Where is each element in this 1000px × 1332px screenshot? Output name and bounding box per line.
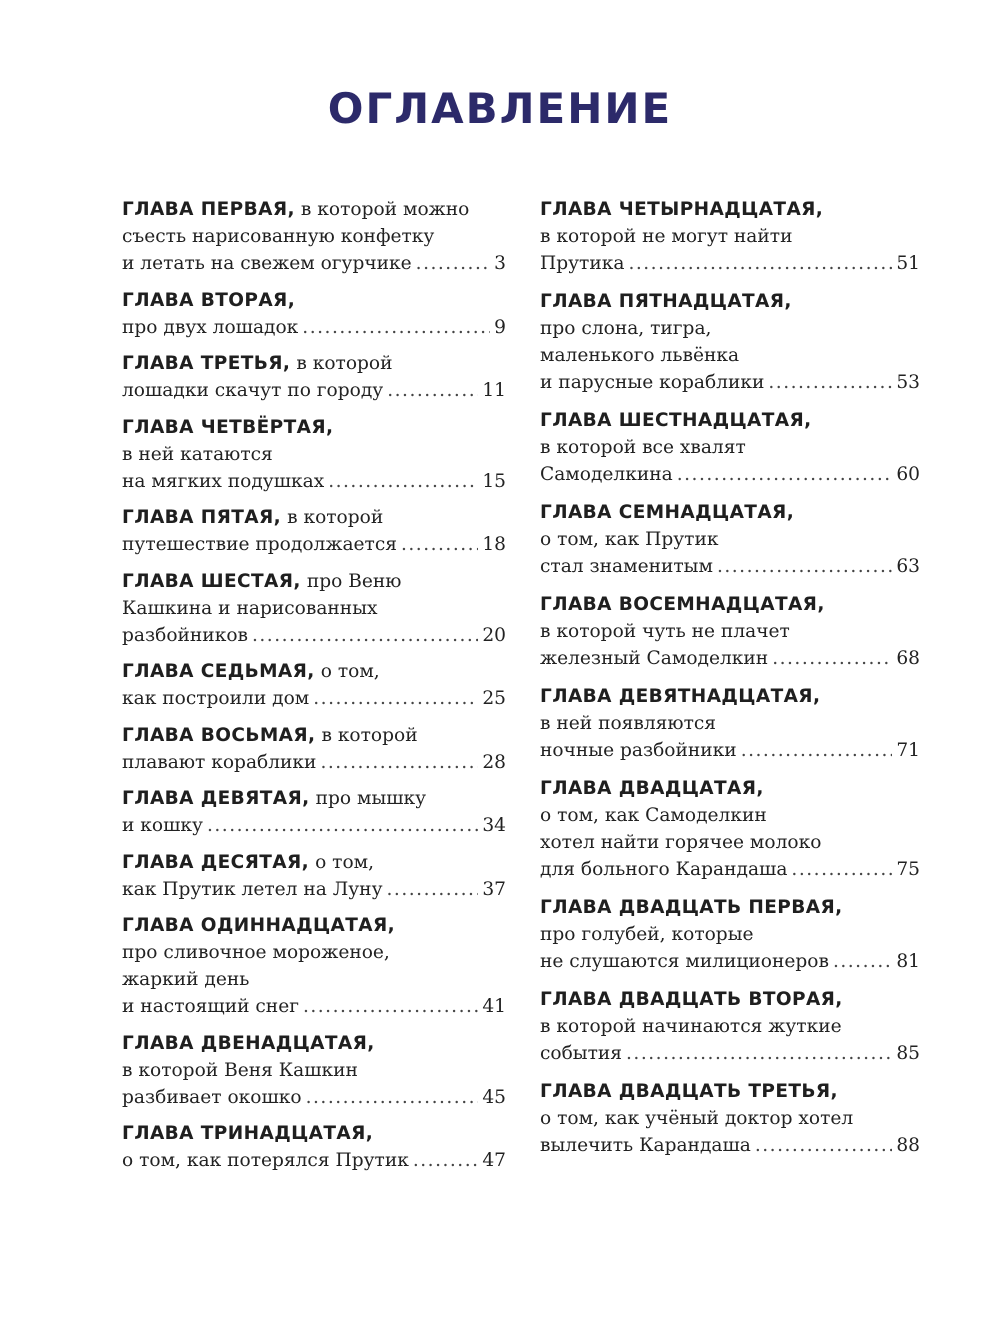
toc-entry[interactable] <box>122 350 506 404</box>
dot-leader <box>306 1084 479 1111</box>
chapter-subtitle-text: лошадки скачут по городу <box>122 380 384 401</box>
toc-text-line <box>540 1013 920 1040</box>
chapter-subtitle-text: в которой все хвалят <box>540 437 746 458</box>
toc-heading-line <box>540 499 920 526</box>
toc-last-line <box>540 250 920 277</box>
toc-heading-line <box>122 196 506 223</box>
chapter-subtitle-text: как Прутик летел на Луну <box>122 878 383 900</box>
page-number: 53 <box>896 372 920 393</box>
toc-last-line <box>122 531 506 558</box>
toc-entry[interactable] <box>540 775 920 883</box>
chapter-subtitle-text: и парусные кораблики <box>540 372 765 393</box>
toc-heading-line <box>122 912 506 939</box>
chapter-title: ГЛАВА СЕДЬМАЯ, <box>122 661 315 682</box>
chapter-subtitle-text: о том, как Прутик <box>540 529 719 550</box>
page-number: 28 <box>482 751 506 773</box>
page-number: 75 <box>896 859 920 880</box>
dot-leader <box>772 645 892 672</box>
toc-entry[interactable] <box>122 504 506 558</box>
chapter-subtitle-text: о том, как потерялся Прутик <box>122 1150 409 1171</box>
chapter-title: ГЛАВА ОДИННАДЦАТАЯ, <box>122 915 396 936</box>
chapter-subtitle-text: Прутика <box>540 253 625 274</box>
chapter-title: ГЛАВА ДЕСЯТАЯ, <box>122 851 310 873</box>
chapter-subtitle-text: железный Самоделкин <box>540 648 769 669</box>
page-number: 63 <box>896 556 920 577</box>
page-number: 25 <box>482 688 506 709</box>
page-number: 68 <box>896 648 920 669</box>
chapter-subtitle-text: в ней катаются <box>122 443 273 465</box>
chapter-subtitle-text: разбойников <box>122 624 248 646</box>
toc-last-line <box>122 377 506 404</box>
chapter-subtitle-text: маленького львёнка <box>540 345 740 366</box>
page-number: 88 <box>896 1135 920 1156</box>
page-number: 15 <box>482 470 506 492</box>
page-number: 45 <box>482 1086 506 1108</box>
toc-last-line <box>122 314 506 341</box>
dot-leader <box>717 553 892 580</box>
page-number: 20 <box>482 624 506 646</box>
dot-leader <box>741 737 893 764</box>
chapter-subtitle-text: разбивает окошко <box>122 1086 302 1108</box>
chapter-subtitle-text: путешествие продолжается <box>122 534 397 555</box>
toc-entry[interactable] <box>540 1078 920 1159</box>
toc-entry[interactable] <box>122 785 506 839</box>
page-number: 34 <box>482 815 506 836</box>
toc-last-line <box>540 737 920 764</box>
page-title: ОГЛАВЛЕНИЕ <box>327 84 673 133</box>
chapter-subtitle-text: о том, <box>320 661 380 682</box>
dot-leader <box>413 1147 478 1174</box>
toc-text-line <box>122 595 506 622</box>
chapter-subtitle-text: и кошку <box>122 815 203 836</box>
chapter-subtitle-text: в которой Веня Кашкин <box>122 1059 358 1081</box>
toc-heading-line <box>122 658 506 685</box>
toc-heading-line <box>540 1078 920 1105</box>
chapter-subtitle-text: про двух лошадок <box>122 316 299 338</box>
toc-heading-line <box>122 849 506 876</box>
page-number: 37 <box>482 878 506 900</box>
chapter-subtitle-text: хотел найти горячее молоко <box>540 832 822 853</box>
chapter-subtitle-text: съесть нарисованную конфетку <box>122 226 435 247</box>
toc-entry[interactable] <box>122 1030 506 1111</box>
chapter-subtitle-text: и настоящий снег <box>122 996 299 1017</box>
toc-entry[interactable] <box>540 499 920 580</box>
dot-leader <box>677 461 893 488</box>
toc-text-line <box>122 939 506 966</box>
chapter-subtitle-text: про Веню <box>306 570 402 592</box>
toc-text-line <box>540 526 920 553</box>
dot-leader <box>387 876 479 903</box>
chapter-subtitle-text: в которой чуть не плачет <box>540 621 790 642</box>
toc-text-line <box>540 829 920 856</box>
chapter-title: ГЛАВА ДВАДЦАТЬ ВТОРАЯ, <box>540 989 843 1010</box>
dot-leader <box>833 948 892 975</box>
toc-heading-line <box>122 785 506 812</box>
toc-text-line <box>540 802 920 829</box>
chapter-subtitle-text: про мышку <box>315 788 427 809</box>
toc-last-line <box>122 685 506 712</box>
dot-leader <box>252 622 478 649</box>
toc-last-line <box>122 468 506 495</box>
chapter-subtitle-text: и летать на свежем огурчике <box>122 253 412 274</box>
chapter-title: ГЛАВА ПЯТНАДЦАТАЯ, <box>540 291 792 312</box>
chapter-subtitle-text: о том, <box>315 851 375 873</box>
toc-last-line <box>540 369 920 396</box>
chapter-subtitle-text: не слушаются милиционеров <box>540 951 829 972</box>
toc-entry[interactable] <box>122 287 506 341</box>
toc-last-line <box>122 250 506 277</box>
toc-heading-line <box>540 894 920 921</box>
chapter-title: ГЛАВА ТРЕТЬЯ, <box>122 353 291 374</box>
toc-entry[interactable] <box>122 568 506 649</box>
toc-entry[interactable] <box>540 196 920 277</box>
toc-last-line <box>122 993 506 1020</box>
dot-leader <box>302 314 490 341</box>
chapter-title: ГЛАВА ДВЕНАДЦАТАЯ, <box>122 1032 375 1054</box>
page-number: 60 <box>896 464 920 485</box>
toc-heading-line <box>540 986 920 1013</box>
toc-last-line <box>122 876 506 903</box>
toc-entry[interactable] <box>122 912 506 1020</box>
toc-entry[interactable] <box>540 591 920 672</box>
chapter-subtitle-text: в которой <box>321 724 418 746</box>
chapter-subtitle-text: про голубей, которые <box>540 924 754 945</box>
toc-last-line <box>540 1040 920 1067</box>
toc-heading-line <box>540 775 920 802</box>
toc-heading-line <box>540 288 920 315</box>
toc-entry[interactable] <box>122 1120 506 1174</box>
dot-leader <box>626 1040 892 1067</box>
toc-column-left <box>122 196 506 1184</box>
toc-text-line <box>540 710 920 737</box>
toc-entry[interactable] <box>540 894 920 975</box>
toc-heading-line <box>122 287 506 314</box>
toc-text-line <box>122 1057 506 1084</box>
toc-heading-line <box>540 683 920 710</box>
chapter-subtitle-text: о том, как Самоделкин <box>540 805 767 826</box>
chapter-subtitle-text: в которой можно <box>300 199 470 220</box>
chapter-subtitle-text: про слона, тигра, <box>540 318 712 339</box>
chapter-subtitle-text: в которой <box>296 353 393 374</box>
chapter-title: ГЛАВА ВОСЬМАЯ, <box>122 724 316 746</box>
toc-text-line <box>540 434 920 461</box>
toc-entry[interactable] <box>122 722 506 776</box>
dot-leader <box>628 250 892 277</box>
chapter-subtitle-text: на мягких подушках <box>122 470 325 492</box>
toc-column-right <box>540 196 920 1170</box>
chapter-subtitle-text: вылечить Карандаша <box>540 1135 751 1156</box>
chapter-subtitle-text: ночные разбойники <box>540 740 737 761</box>
chapter-title: ГЛАВА ДВАДЦАТАЯ, <box>540 778 764 799</box>
toc-heading-line <box>540 407 920 434</box>
dot-leader <box>328 468 478 495</box>
toc-text-line <box>540 618 920 645</box>
toc-heading-line <box>122 414 506 441</box>
chapter-title: ГЛАВА ТРИНАДЦАТАЯ, <box>122 1123 374 1144</box>
toc-text-line <box>122 223 506 250</box>
page-number: 47 <box>482 1150 506 1171</box>
chapter-subtitle-text: Кашкина и нарисованных <box>122 597 378 619</box>
toc-entry[interactable] <box>540 683 920 764</box>
chapter-subtitle-text: плавают кораблики <box>122 751 317 773</box>
page-number: 41 <box>482 996 506 1017</box>
chapter-title: ГЛАВА ПЕРВАЯ, <box>122 199 295 220</box>
toc-last-line <box>540 948 920 975</box>
chapter-title: ГЛАВА ВТОРАЯ, <box>122 289 296 311</box>
toc-heading-line <box>122 1120 506 1147</box>
chapter-title: ГЛАВА ЧЕТВЁРТАЯ, <box>122 416 334 438</box>
dot-leader <box>791 856 892 883</box>
chapter-title: ГЛАВА ДВАДЦАТЬ ПЕРВАЯ, <box>540 897 843 918</box>
dot-leader <box>303 993 478 1020</box>
toc-entry[interactable] <box>540 288 920 396</box>
toc-text-line <box>540 1105 920 1132</box>
chapter-subtitle-text: в которой не могут найти <box>540 226 793 247</box>
chapter-subtitle-text: события <box>540 1043 623 1064</box>
chapter-title: ГЛАВА ДЕВЯТАЯ, <box>122 788 310 809</box>
dot-leader <box>768 369 892 396</box>
toc-entry[interactable] <box>122 196 506 277</box>
toc-text-line <box>122 966 506 993</box>
chapter-title: ГЛАВА ПЯТАЯ, <box>122 507 282 528</box>
toc-last-line <box>122 1084 506 1111</box>
toc-entry[interactable] <box>540 407 920 488</box>
chapter-subtitle-text: про сливочное мороженое, <box>122 942 390 963</box>
toc-heading-line <box>122 350 506 377</box>
dot-leader <box>320 749 478 776</box>
toc-heading-line <box>122 722 506 749</box>
chapter-subtitle-text: как построили дом <box>122 688 310 709</box>
toc-last-line <box>122 749 506 776</box>
chapter-subtitle-text: о том, как учёный доктор хотел <box>540 1108 854 1129</box>
chapter-title: ГЛАВА ЧЕТЫРНАДЦАТАЯ, <box>540 199 824 220</box>
chapter-subtitle-text: в которой начинаются жуткие <box>540 1016 842 1037</box>
toc-heading-line <box>122 1030 506 1057</box>
toc-entry[interactable] <box>122 849 506 903</box>
chapter-title: ГЛАВА СЕМНАДЦАТАЯ, <box>540 502 795 523</box>
toc-heading-line <box>540 591 920 618</box>
toc-text-line <box>540 342 920 369</box>
chapter-title: ГЛАВА ДВАДЦАТЬ ТРЕТЬЯ, <box>540 1081 838 1102</box>
toc-heading-line <box>122 568 506 595</box>
chapter-subtitle-text: для больного Карандаша <box>540 859 788 880</box>
page-number: 51 <box>896 253 920 274</box>
dot-leader <box>313 685 478 712</box>
toc-entry[interactable] <box>122 414 506 495</box>
toc-text-line <box>540 315 920 342</box>
toc-text-line <box>122 441 506 468</box>
toc-last-line <box>540 856 920 883</box>
toc-last-line <box>122 1147 506 1174</box>
chapter-subtitle-text: жаркий день <box>122 969 250 990</box>
page-number: 11 <box>482 380 506 401</box>
page-number: 3 <box>494 253 506 274</box>
dot-leader <box>416 250 491 277</box>
dot-leader <box>401 531 478 558</box>
toc-heading-line <box>122 504 506 531</box>
toc-entry[interactable] <box>122 658 506 712</box>
chapter-title: ГЛАВА ШЕСТНАДЦАТАЯ, <box>540 410 812 431</box>
toc-text-line <box>540 223 920 250</box>
page-number: 18 <box>482 534 506 555</box>
toc-entry[interactable] <box>540 986 920 1067</box>
chapter-title: ГЛАВА ШЕСТАЯ, <box>122 570 301 592</box>
page-number: 71 <box>896 740 920 761</box>
chapter-subtitle-text: стал знаменитым <box>540 556 713 577</box>
chapter-subtitle-text: в которой <box>287 507 384 528</box>
page-number: 81 <box>896 951 920 972</box>
toc-last-line <box>122 812 506 839</box>
toc-last-line <box>540 553 920 580</box>
chapter-title: ГЛАВА ВОСЕМНАДЦАТАЯ, <box>540 594 825 615</box>
dot-leader <box>755 1132 892 1159</box>
toc-last-line <box>122 622 506 649</box>
chapter-subtitle-text: в ней появляются <box>540 713 717 734</box>
chapter-title: ГЛАВА ДЕВЯТНАДЦАТАЯ, <box>540 686 821 707</box>
toc-text-line <box>540 921 920 948</box>
page-number: 85 <box>896 1043 920 1064</box>
dot-leader <box>207 812 478 839</box>
dot-leader <box>387 377 478 404</box>
page-number: 9 <box>494 316 506 338</box>
toc-last-line <box>540 1132 920 1159</box>
toc-last-line <box>540 461 920 488</box>
toc-heading-line <box>540 196 920 223</box>
toc-last-line <box>540 645 920 672</box>
chapter-subtitle-text: Самоделкина <box>540 464 673 485</box>
